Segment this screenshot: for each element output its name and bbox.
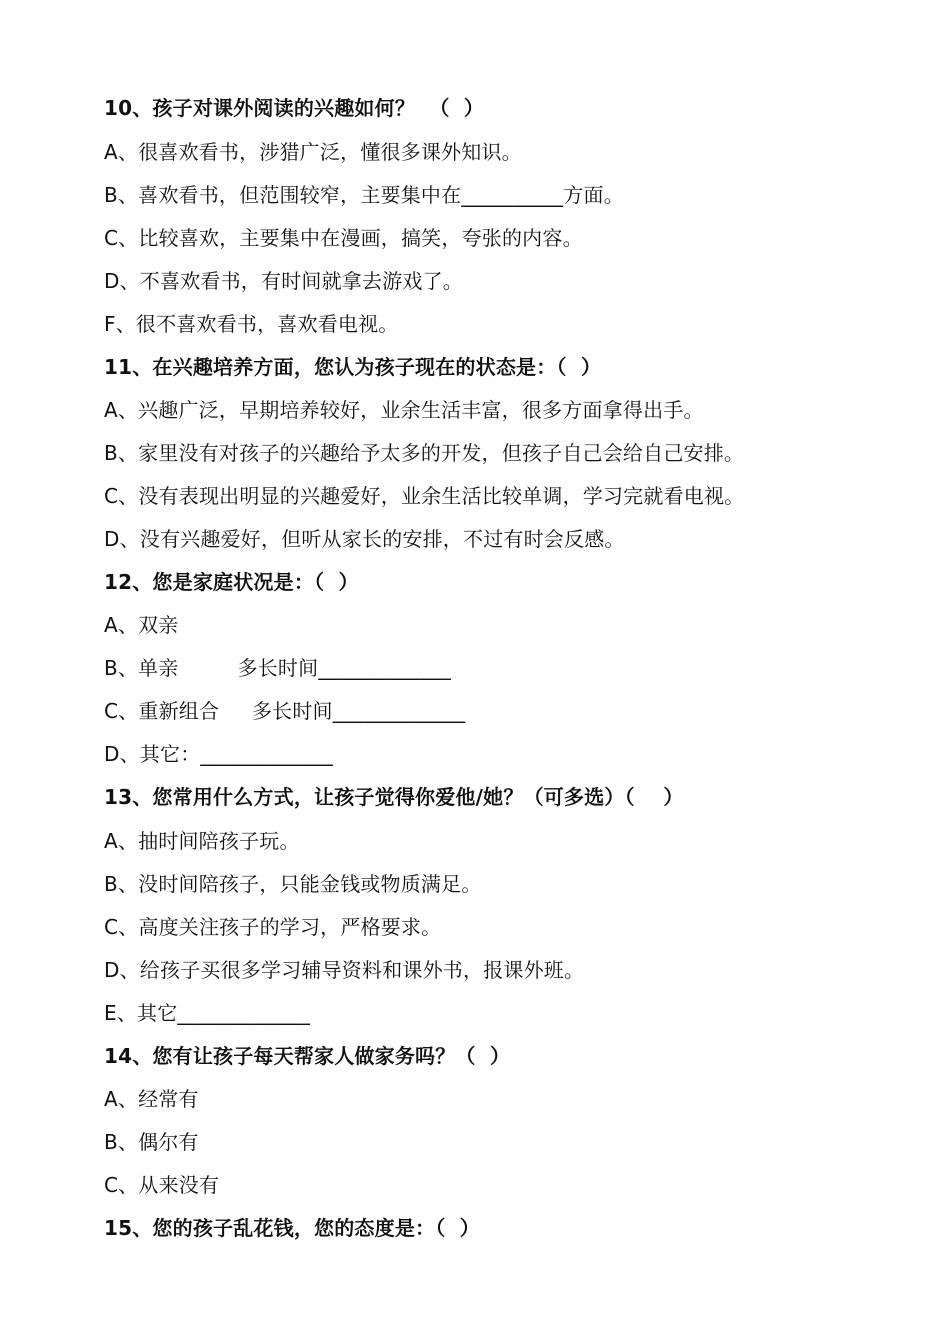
question-14: 14、您有让孩子每天帮家人做家务吗？（ ） [104, 1044, 511, 1068]
question-10: 10、孩子对课外阅读的兴趣如何？ （ ） [104, 96, 485, 120]
question-11: 11、在兴趣培养方面，您认为孩子现在的状态是：（ ） [104, 355, 602, 379]
option-11-a: A、兴趣广泛，早期培养较好，业余生活丰富，很多方面拿得出手。 [104, 398, 704, 422]
option-12-a: A、双亲 [104, 613, 179, 637]
question-13: 13、您常用什么方式，让孩子觉得你爱他/她？（可多选）（ ） [104, 785, 684, 809]
option-14-c: C、从来没有 [104, 1173, 220, 1197]
option-11-d: D、没有兴趣爱好，但听从家长的安排，不过有时会反感。 [104, 527, 625, 551]
option-11-c: C、没有表现出明显的兴趣爱好，业余生活比较单调，学习完就看电视。 [104, 484, 745, 508]
option-10-f: F、很不喜欢看书，喜欢看电视。 [104, 312, 399, 336]
option-13-c: C、高度关注孩子的学习，严格要求。 [104, 915, 442, 939]
option-12-c: C、重新组合 多长时间_____________ [104, 699, 466, 723]
option-10-a: A、很喜欢看书，涉猎广泛，懂很多课外知识。 [104, 140, 522, 164]
option-14-a: A、经常有 [104, 1087, 199, 1111]
option-11-b: B、家里没有对孩子的兴趣给予太多的开发，但孩子自己会给自己安排。 [104, 441, 745, 465]
question-12: 12、您是家庭状况是：（ ） [104, 570, 359, 594]
option-10-c: C、比较喜欢，主要集中在漫画，搞笑，夸张的内容。 [104, 226, 583, 250]
question-15: 15、您的孩子乱花钱，您的态度是：（ ） [104, 1216, 480, 1240]
option-10-d: D、不喜欢看书，有时间就拿去游戏了。 [104, 269, 464, 293]
option-14-b: B、偶尔有 [104, 1130, 199, 1154]
option-13-d: D、给孩子买很多学习辅导资料和课外书，报课外班。 [104, 958, 585, 982]
option-13-b: B、没时间陪孩子，只能金钱或物质满足。 [104, 872, 482, 896]
option-12-d: D、其它：_____________ [104, 742, 334, 766]
option-13-e: E、其它_____________ [104, 1001, 311, 1025]
option-12-b: B、单亲 多长时间_____________ [104, 656, 451, 680]
option-13-a: A、抽时间陪孩子玩。 [104, 829, 300, 853]
option-10-b: B、喜欢看书，但范围较窄，主要集中在__________方面。 [104, 183, 624, 207]
